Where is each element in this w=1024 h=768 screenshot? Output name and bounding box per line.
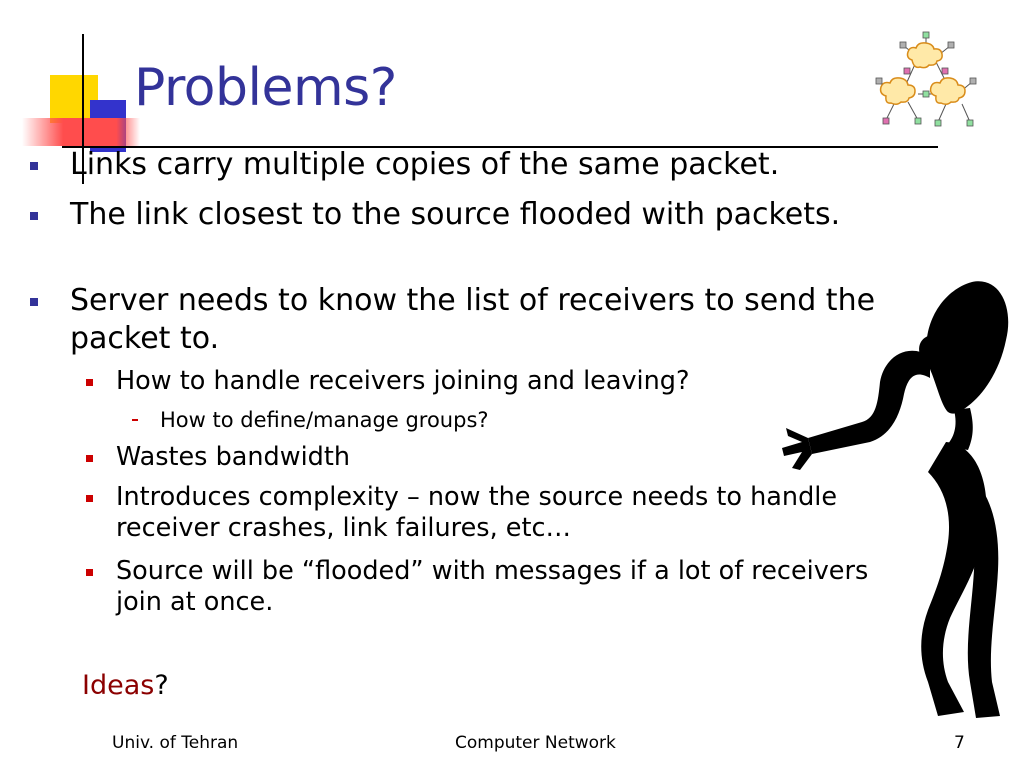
sub-bullet-square-icon [86,495,93,502]
sub-bullet-item [86,366,876,397]
footer-left: Univ. of Tehran [112,733,239,753]
sub-bullet-text: Introduces complexity – now the source needs to handle receiver crashes, link failures, etc… [116,482,838,543]
sub-bullet-item [86,442,876,473]
sub-bullet-item [86,482,886,544]
sub-bullet-item [86,556,876,618]
bullet-text: Links carry multiple copies of the same packet. [70,147,780,182]
bullet-square-icon [30,162,38,170]
sub-bullet-text: Wastes bandwidth [116,442,351,472]
sub-sub-bullet-text: How to define/manage groups? [160,408,489,432]
bullet-square-icon [30,212,38,220]
slide-title: Problems? [134,58,397,118]
bullet-text: The link closest to the source flooded with packets. [70,197,841,232]
sub-bullet-square-icon [86,455,93,462]
network-clouds-icon [874,30,978,130]
sub-bullet-square-icon [86,379,93,386]
dash-bullet-icon [132,419,138,421]
sub-bullet-text: How to handle receivers joining and leaving? [116,366,690,396]
page-number: 7 [954,733,965,753]
ideas-line [82,670,169,701]
bullet-item [30,196,850,234]
sub-bullet-square-icon [86,569,93,576]
sub-bullet-text: Source will be “flooded” with messages if a lot of receivers join at once. [116,556,869,617]
sub-sub-bullet-item [132,407,489,433]
footer-center: Computer Network [455,733,616,753]
ideas-mark: ? [154,670,169,701]
bullet-item [30,282,950,358]
bullet-square-icon [30,298,38,306]
bullet-text: Server needs to know the list of receivers to send the packet to. [70,283,876,356]
ideas-word: Ideas [82,670,155,701]
decor-red-bar [22,118,140,146]
bullet-item [30,146,950,184]
